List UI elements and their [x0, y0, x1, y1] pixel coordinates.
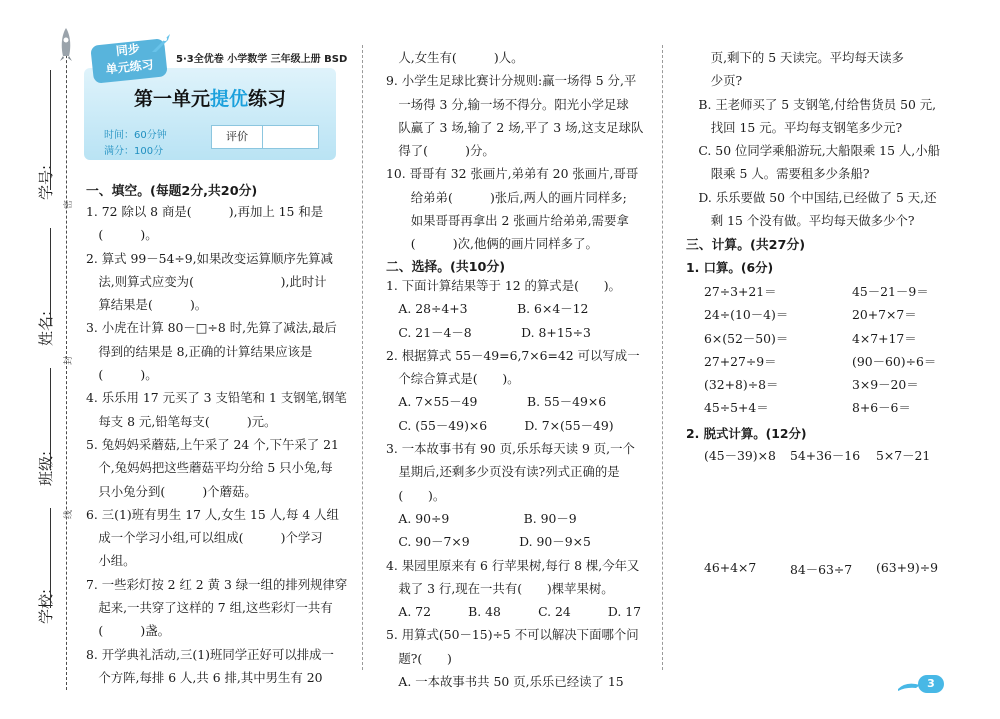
question-line: A. 7×55－49 B. 55－49×6 [386, 394, 607, 410]
question-line: C. 21－4－8 D. 8+15÷3 [386, 324, 591, 340]
tag-line1: 同步 [115, 41, 141, 59]
question-line: 得了( )分。 [386, 143, 495, 159]
column-2-bottom [386, 274, 641, 693]
stepwise-item: (45－39)×8 [704, 448, 776, 463]
column-2-top [386, 46, 643, 256]
question-line: 3. 一本故事书有 90 页,乐乐每天读 9 页,一个 [386, 441, 635, 457]
rating-box[interactable] [211, 125, 319, 149]
question-line: 4. 乐乐用 17 元买了 3 支铅笔和 1 支钢笔,钢笔 [86, 390, 347, 406]
student-id-field[interactable] [50, 70, 51, 190]
question-line: 如果哥哥再拿出 2 张画片给弟弟,需要拿 [386, 213, 629, 229]
oral-item: 8+6－6＝ [852, 400, 911, 416]
question-line: A. 一本故事书共 50 页,乐乐已经读了 15 [386, 674, 624, 690]
question-line: 小组。 [86, 553, 136, 569]
question-line: 10. 哥哥有 32 张画片,弟弟有 20 张画片,哥哥 [386, 166, 639, 182]
question-line: 题?( ) [386, 650, 452, 666]
stepwise-item: 54+36－16 [790, 448, 861, 463]
section-choice-title: 二、选择。(共10分) [386, 260, 506, 275]
question-line: A. 28÷4+3 B. 6×4－12 [386, 301, 589, 317]
section-calc-title: 三、计算。(共27分) [686, 238, 806, 253]
question-line: 得到的结果是 8,正确的计算结果应该是 [86, 343, 313, 359]
question-line: 栽了 3 行,现在一共有( )棵苹果树。 [386, 580, 614, 596]
name-field[interactable] [50, 228, 51, 326]
time-label: 时间：60分钟 [104, 130, 167, 141]
question-line: 5. 用算式(50－15)÷5 不可以解决下面哪个问 [386, 627, 639, 643]
question-line: 找回 15 元。平均每支钢笔多少元? [686, 119, 903, 135]
cut-mark-xian: 线 [64, 509, 75, 520]
page-title [84, 84, 336, 111]
question-line: A. 90÷9 B. 90－9 [386, 510, 577, 526]
class-field[interactable] [50, 368, 51, 468]
question-line: ( )。 [86, 227, 158, 243]
school-label: 学校: [37, 588, 56, 625]
question-line: D. 乐乐要做 50 个中国结,已经做了 5 天,还 [686, 189, 937, 205]
oral-item: 45÷5+4＝ [704, 400, 769, 416]
question-line: ( )次,他俩的画片同样多了。 [386, 236, 598, 252]
oral-item: 27÷3+21＝ [704, 284, 777, 299]
question-line: 8. 开学典礼活动,三(1)班同学正好可以排成一 [86, 646, 334, 662]
title-part1: 第一单元 [133, 88, 210, 110]
question-line: 5. 兔妈妈采蘑菇,上午采了 24 个,下午采了 21 [86, 436, 339, 452]
question-line: 队赢了 3 场,输了 2 场,平了 3 场,这支足球队 [386, 119, 644, 135]
question-line: 剩 15 个没有做。平均每天做多少个? [686, 213, 915, 229]
question-line: C. (55－49)×6 D. 7×(55－49) [386, 417, 614, 433]
question-line: 人,女生有( )人。 [386, 50, 524, 65]
question-line: 3. 小虎在计算 80－□÷8 时,先算了减法,最后 [86, 320, 337, 336]
question-line: 每支 8 元,铅笔每支( )元。 [86, 413, 277, 429]
oral-left-column [704, 280, 788, 420]
question-line: 2. 根据算式 55－49=6,7×6=42 可以写成一 [386, 347, 640, 363]
question-line: 个综合算式是( )。 [386, 371, 520, 387]
question-line: 一场得 3 分,输一场不得分。阳光小学足球 [386, 96, 629, 112]
page-number-deco-icon [898, 678, 920, 692]
question-line: 少页? [686, 73, 743, 89]
score-label: 满分：100分 [104, 146, 164, 157]
question-line: 限乘 5 人。需要租多少条船? [686, 166, 870, 182]
question-line: 9. 小学生足球比赛计分规则:赢一场得 5 分,平 [386, 73, 637, 89]
oral-item: 45－21－9＝ [852, 284, 929, 299]
column-separator-1 [362, 45, 363, 670]
question-line: 6. 三(1)班有男生 17 人,女生 15 人,每 4 人组 [86, 506, 339, 522]
cut-mark-feng: 封 [64, 355, 75, 366]
oral-item: 24÷(10－4)＝ [704, 307, 789, 323]
question-line: 1. 72 除以 8 商是( ),再加上 15 和是 [86, 204, 324, 219]
title-part2: 提优 [209, 88, 248, 110]
page-number: 3 [918, 675, 944, 693]
rating-label: 评价 [212, 126, 263, 148]
column-3-top [686, 46, 940, 232]
question-line: 个方阵,每排 6 人,共 6 排,其中男生有 20 [86, 669, 323, 685]
section-fill-blank-title: 一、填空。(每题2分,共20分) [86, 184, 258, 199]
question-line: 页,剩下的 5 天读完。平均每天读多 [686, 50, 904, 65]
class-label: 班级: [37, 450, 56, 487]
question-line: 星期后,还剩多少页没有读?列式正确的是 [386, 464, 620, 480]
question-line: 1. 下面计算结果等于 12 的算式是( )。 [386, 278, 621, 293]
oral-item: (32+8)÷8＝ [704, 377, 779, 393]
question-line: ( )盏。 [86, 623, 171, 639]
stepwise-item: 5×7－21 [876, 448, 931, 463]
question-line: C. 50 位同学乘船游玩,大船限乘 15 人,小船 [686, 143, 941, 159]
question-line: 法,则算式应变为( ),此时计 [86, 273, 327, 289]
question-line: 算结果是( )。 [86, 297, 208, 313]
oral-item: 6×(52－50)＝ [704, 330, 789, 346]
oral-item: (90－60)÷6＝ [852, 353, 937, 369]
question-line: 4. 果园里原来有 6 行苹果树,每行 8 棵,今年又 [386, 557, 640, 573]
column-1-questions [86, 200, 347, 689]
question-line: 2. 算式 99－54÷9,如果改变运算顺序先算减 [86, 250, 333, 266]
question-line: 起来,一共穿了这样的 7 组,这些彩灯一共有 [86, 600, 333, 616]
oral-calc-title: 1. 口算。(6分) [686, 260, 774, 275]
question-line: ( )。 [86, 367, 158, 383]
question-line: 个,兔妈妈把这些蘑菇平均分给 5 只小兔,每 [86, 460, 333, 476]
question-line: B. 王老师买了 5 支钢笔,付给售货员 50 元, [686, 96, 937, 112]
student-id-label: 学号: [37, 164, 56, 201]
question-line: C. 90－7×9 D. 90－9×5 [386, 534, 591, 550]
tag-line2: 单元练习 [105, 57, 155, 77]
series-label: 5·3全优卷 小学数学 三年级上册 BSD [176, 54, 348, 65]
name-label: 姓名: [37, 310, 56, 347]
oral-item: 3×9－20＝ [852, 377, 919, 393]
question-line: 只小兔分到( )个蘑菇。 [86, 483, 257, 499]
question-line: A. 72 B. 48 C. 24 D. 17 [386, 604, 642, 620]
rocket-icon [58, 28, 74, 62]
oral-right-column [852, 280, 936, 420]
stepwise-item: 84－63÷7 [790, 562, 853, 577]
column-separator-2 [662, 45, 663, 670]
oral-item: 20+7×7＝ [852, 307, 917, 323]
oral-item: 4×7+17＝ [852, 330, 917, 346]
title-part3: 练习 [248, 88, 287, 110]
school-field[interactable] [50, 508, 51, 608]
question-line: 7. 一些彩灯按 2 红 2 黄 3 绿一组的排列规律穿 [86, 576, 348, 592]
stepwise-item: (63+9)÷9 [876, 560, 938, 575]
question-line: ( )。 [386, 487, 446, 503]
rocket-deco-icon [148, 30, 174, 56]
oral-item: 27+27÷9＝ [704, 353, 777, 369]
cut-mark-mi: 密 [64, 199, 75, 210]
stepwise-item: 46+4×7 [704, 560, 757, 575]
stepwise-calc-title: 2. 脱式计算。(12分) [686, 426, 807, 441]
question-line: 给弟弟( )张后,两人的画片同样多; [386, 189, 627, 205]
question-line: 成一个学习小组,可以组成( )个学习 [86, 530, 323, 546]
